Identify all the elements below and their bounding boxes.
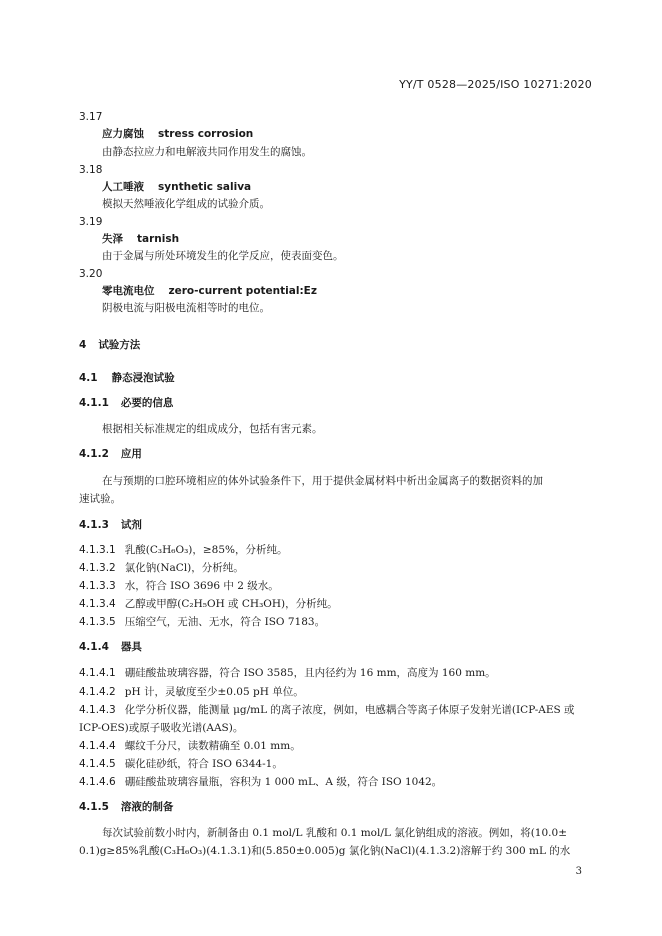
- term-heading: [102, 180, 251, 194]
- item-number: 4.1.3.5: [79, 616, 116, 628]
- item-number: 4.1.4.1: [79, 667, 116, 679]
- section-number: 4: [79, 339, 87, 351]
- paragraph: 根据相关标准规定的组成成分，包括有害元素。: [102, 423, 323, 435]
- item-number: 4.1.3.3: [79, 580, 116, 592]
- paragraph-line: 在与预期的口腔环境相应的体外试验条件下，用于提供金属材料中析出金属离子的数据资料的加: [102, 475, 543, 487]
- item-text: 压缩空气，无油、无水，符合 ISO 7183。: [124, 616, 326, 628]
- term-heading: [102, 284, 317, 298]
- item-text: pH 计，灵敏度至少±0.05 pH 单位。: [124, 686, 304, 698]
- item-text: 水，符合 ISO 3696 中 2 级水。: [124, 580, 279, 592]
- section-heading: [79, 800, 173, 814]
- item-number: 4.1.4.3: [79, 704, 116, 716]
- paragraph-line: 每次试验前数小时内，新制备由 0.1 mol/L 乳酸和 0.1 mol/L 氯化钠组成的溶液。例如，将(10.0±: [102, 827, 567, 839]
- term-zh: 应力腐蚀: [102, 128, 144, 140]
- item-text: 乙醇或甲醇(C₂H₅OH 或 CH₃OH)，分析纯。: [124, 598, 338, 610]
- term-number: 3.18: [79, 164, 103, 176]
- section-title: 必要的信息: [120, 397, 174, 409]
- section-heading: [79, 518, 142, 532]
- list-item: [79, 615, 325, 629]
- term-number: 3.20: [79, 268, 103, 280]
- list-item: [79, 543, 288, 557]
- item-number: 4.1.4.4: [79, 740, 116, 752]
- section-title: 试验方法: [98, 339, 141, 351]
- list-item: [79, 579, 279, 593]
- section-heading: [79, 371, 175, 385]
- term-en: tarnish: [137, 233, 180, 245]
- standard-number-header: YY/T 0528—2025/ISO 10271:2020: [399, 78, 592, 91]
- section-title: 静态浸泡试验: [111, 372, 175, 384]
- section-number: 4.1.5: [79, 801, 109, 813]
- term-number: 3.19: [79, 216, 103, 228]
- paragraph-line: 速试验。: [79, 493, 121, 505]
- item-number: 4.1.3.2: [79, 562, 116, 574]
- item-text: 化学分析仪器，能测量 μg/mL 的离子浓度，例如，电感耦合等离子体原子发射光谱(ICP-AES 或: [124, 704, 575, 716]
- section-number: 4.1.2: [79, 448, 109, 460]
- item-text: 硼硅酸盐玻璃容器，符合 ISO 3585，且内径约为 16 mm，高度为 160 mm。: [124, 667, 496, 679]
- item-text: 螺纹千分尺，读数精确至 0.01 mm。: [124, 740, 301, 752]
- section-heading: [79, 396, 173, 410]
- list-item: [79, 739, 301, 753]
- term-definition: 由于金属与所处环境发生的化学反应，使表面变色。: [102, 250, 344, 262]
- term-heading: [102, 232, 179, 246]
- item-number: 4.1.3.1: [79, 544, 116, 556]
- section-title: 试剂: [120, 519, 142, 531]
- page-number: 3: [575, 866, 582, 877]
- list-item: [79, 703, 575, 717]
- list-item: [79, 597, 338, 611]
- list-item: [79, 666, 496, 680]
- item-number: 4.1.3.4: [79, 598, 116, 610]
- term-definition: 由静态拉应力和电解液共同作用发生的腐蚀。: [102, 146, 312, 158]
- item-text: 硼硅酸盐玻璃容量瓶，容积为 1 000 mL、A 级，符合 ISO 1042。: [124, 776, 443, 788]
- term-en: synthetic saliva: [158, 181, 252, 193]
- section-title: 应用: [120, 448, 142, 460]
- item-text: 碳化硅砂纸，符合 ISO 6344-1。: [124, 758, 283, 770]
- item-text: 氯化钠(NaCl)，分析纯。: [124, 562, 244, 574]
- term-definition: 阴极电流与阳极电流相等时的电位。: [102, 302, 270, 314]
- list-item: [79, 685, 304, 699]
- section-title: 器具: [120, 641, 142, 653]
- term-definition: 模拟天然唾液化学组成的试验介质。: [102, 198, 270, 210]
- list-item: [79, 561, 244, 575]
- section-heading: [79, 447, 142, 461]
- list-item: [79, 775, 442, 789]
- section-number: 4.1.3: [79, 519, 109, 531]
- item-number: 4.1.4.6: [79, 776, 116, 788]
- list-item-continuation: ICP-OES)或原子吸收光谱(AAS)。: [79, 722, 244, 734]
- term-zh: 零电流电位: [102, 285, 155, 297]
- item-number: 4.1.4.2: [79, 686, 116, 698]
- section-number: 4.1.1: [79, 397, 109, 409]
- term-zh: 失泽: [102, 233, 123, 245]
- term-zh: 人工唾液: [102, 181, 144, 193]
- section-heading: [79, 338, 140, 352]
- term-en: stress corrosion: [158, 128, 254, 140]
- item-text: 乳酸(C₃H₆O₃)，≥85%，分析纯。: [124, 544, 288, 556]
- paragraph-line: 0.1)g≥85%乳酸(C₃H₆O₃)(4.1.3.1)和(5.850±0.005)g 氯化钠(NaCl)(4.1.3.2)溶解于约 300 mL 的水: [79, 845, 571, 857]
- list-item: [79, 757, 283, 771]
- item-number: 4.1.4.5: [79, 758, 116, 770]
- section-title: 溶液的制备: [120, 801, 174, 813]
- term-heading: [102, 127, 253, 141]
- term-en: zero-current potential:Ez: [168, 285, 317, 297]
- section-number: 4.1: [79, 372, 98, 384]
- term-number: 3.17: [79, 111, 103, 123]
- section-number: 4.1.4: [79, 641, 109, 653]
- section-heading: [79, 640, 142, 654]
